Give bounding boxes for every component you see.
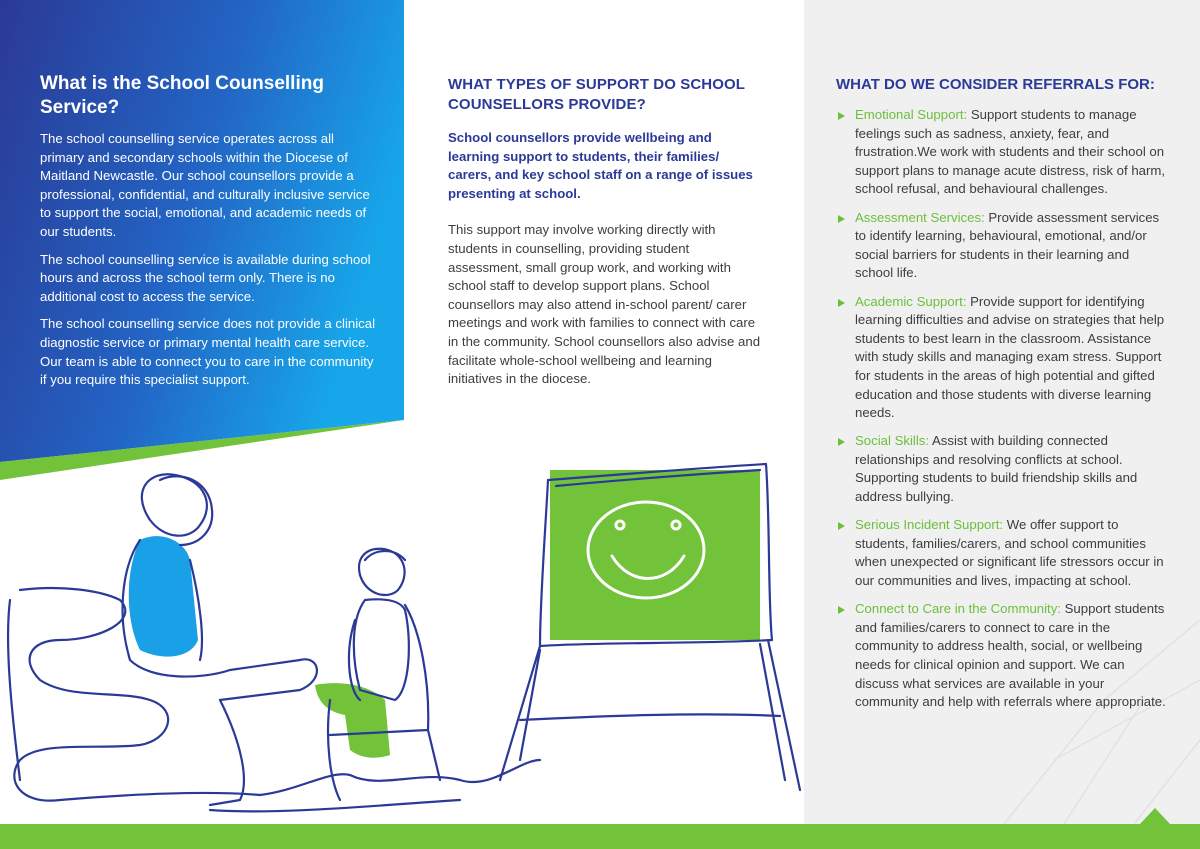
list-item: [836, 106, 1166, 199]
triangle-bullet-icon: [838, 438, 845, 446]
referral-text: Assist with building connected relationships and resolving conflicts at school. Supporting students to build friendship skills and address bullying.: [855, 433, 1138, 505]
referral-text: Provide assessment services to identify learning, behavioural, emotional, and/or social barriers for students in their learning and school life.: [855, 209, 1160, 281]
page-title: What is the School Counselling Service?: [40, 73, 324, 118]
referral-list: [836, 106, 1166, 712]
referral-text: Support students to manage feelings such as sadness, anxiety, fear, and frustration.We work with students and their school on support plans to manage acute distress, risk of harm, school refusal, and behavioural challenges.: [855, 107, 1166, 197]
triangle-bullet-icon: [838, 522, 845, 530]
referral-title: Serious Incident Support:: [855, 517, 1004, 533]
counsellor-and-student-line-art-icon: [0, 400, 804, 830]
left-column: [40, 72, 380, 399]
board-fill: [550, 470, 760, 640]
support-body: This support may involve working directly with students in counselling, providing student assessment, small group work, and working with school staff to develop support plans. School counsellors may also attend in-school parent/ carer meetings and work with families to connect with care in the community. School counsellors also advise and facilitate whole-school wellbeing and learning initiatives in the diocese.: [448, 222, 761, 387]
adult-shirt-fill: [129, 536, 198, 656]
triangle-bullet-icon: [838, 299, 845, 307]
referral-title: Academic Support:: [855, 293, 967, 309]
list-item: [836, 432, 1166, 506]
referral-title: Assessment Services:: [855, 209, 985, 225]
right-column: [836, 75, 1166, 721]
support-types-heading: WHAT TYPES OF SUPPORT DO SCHOOL COUNSELLORS PROVIDE?: [448, 76, 745, 113]
triangle-bullet-icon: [838, 112, 845, 120]
triangle-bullet-icon: [838, 215, 845, 223]
middle-column: [448, 75, 766, 389]
list-item: [836, 293, 1166, 423]
referral-text: We offer support to students, families/carers, and school communities when unexpected or significant life stressors occur in our communities and lives, impacting at school.: [855, 517, 1164, 589]
referral-title: Connect to Care in the Community:: [855, 601, 1061, 617]
list-item: [836, 516, 1166, 590]
referral-text: Provide support for identifying learning difficulties and advise on strategies that help students to best learn in the classroom. Assistance with study skills and managing exam stress. Support for students in the areas of high potential and gifted education and those students with diverse learning needs.: [855, 293, 1165, 421]
referral-title: Social Skills:: [855, 433, 930, 449]
left-paragraph: The school counselling service operates across all primary and secondary schools within the Diocese of Maitland Newcastle. Our school counsellors provide a professional, confidential, and culturally inclusive service to support the social, emotional, and academic needs of our students.: [40, 131, 370, 239]
list-item: [836, 600, 1166, 712]
triangle-bullet-icon: [838, 606, 845, 614]
support-intro: School counsellors provide wellbeing and learning support to students, their families/ carers, and key school staff on a range of issues presenting at school.: [448, 130, 753, 201]
referrals-heading: WHAT DO WE CONSIDER REFERRALS FOR:: [836, 76, 1155, 93]
left-paragraph: The school counselling service is available during school hours and across the school term only. There is no additional cost to access the service.: [40, 251, 371, 304]
referral-title: Emotional Support:: [855, 107, 968, 122]
corner-triangle-decoration: [1140, 808, 1170, 824]
list-item: [836, 209, 1166, 283]
bottom-green-band: [0, 824, 1200, 849]
referral-text: Support students and families/carers to connect to care in the community to address health, social, or wellbeing needs for clinical opinion and support. We can discuss what services are available in your community and help with referrals where appropriate.: [855, 601, 1166, 710]
left-paragraph: The school counselling service does not provide a clinical diagnostic service or primary mental health care service. Our team is able to connect you to care in the community if you require this specialist support.: [40, 316, 375, 388]
